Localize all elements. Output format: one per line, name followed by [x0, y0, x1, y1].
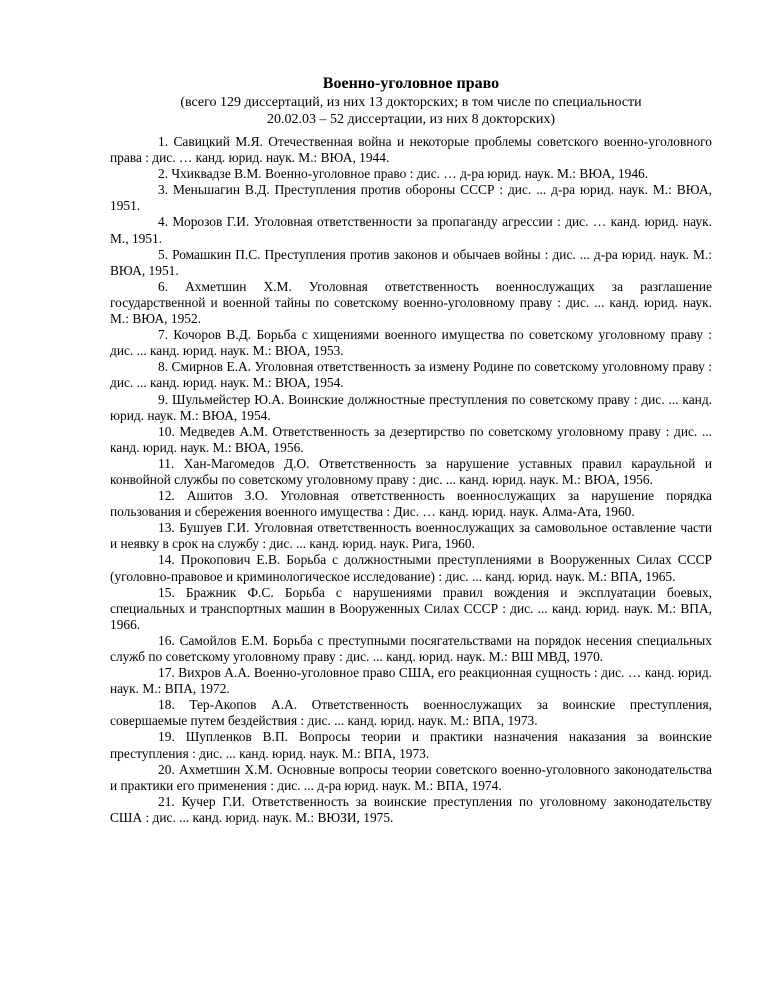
list-item: 13. Бушуев Г.И. Уголовная ответственность военнослужащих за самовольное оставление части и неявку в срок на службу : дис. ... канд. юрид. наук. Рига, 1960. [110, 520, 712, 552]
document-title: Военно-уголовное право [322, 75, 500, 92]
list-item: 4. Морозов Г.И. Уголовная ответственности за пропаганду агрессии : дис. … канд. юрид. наук. М., 1951. [110, 214, 712, 246]
list-item: 3. Меньшагин В.Д. Преступления против обороны СССР : дис. ... д-ра юрид. наук. М.: ВЮА, 1951. [110, 182, 712, 214]
list-item: 5. Ромашкин П.С. Преступления против законов и обычаев войны : дис. ... д-ра юрид. наук. М.: ВЮА, 1951. [110, 246, 712, 278]
list-item: 14. Прокопович Е.В. Борьба с должностными преступлениями в Вооруженных Силах СССР (уголовно-правовое и криминологическое исследование) : дис. ... канд. юрид. наук. М.: ВПА, 1965. [110, 552, 712, 584]
list-item: 6. Ахметшин Х.М. Уголовная ответственность военнослужащих за разглашение государственной и военной тайны по советскому военно-уголовному праву : дис. ... канд. юрид. наук. М.: ВЮА, 1952. [110, 278, 712, 327]
list-item: 9. Шульмейстер Ю.А. Воинские должностные преступления по советскому праву : дис. ... канд. юрид. наук. М.: ВЮА, 1954. [110, 391, 712, 423]
list-item: 19. Шупленков В.П. Вопросы теории и практики назначения наказания за воинские преступления : дис. ... канд. юрид. наук. М.: ВПА, 1973. [110, 729, 712, 761]
list-item: 10. Медведев А.М. Ответственность за дезертирство по советскому уголовному праву : дис. ... канд. юрид. наук. М.: ВЮА, 1956. [110, 423, 712, 455]
subtitle-line-1: (всего 129 диссертаций, из них 13 докторских; в том числе по специальности [180, 95, 642, 110]
list-item: 15. Бражник Ф.С. Борьба с нарушениями правил вождения и эксплуатации боевых, специальных и транспортных машин в Вооруженных Силах СССР : дис. ... канд. юрид. наук. М.: ВПА, 1966. [110, 584, 712, 632]
list-item: 7. Кочоров В.Д. Борьба с хищениями военного имущества по советскому уголовному праву : дис. ... канд. юрид. наук. М.: ВЮА, 1953. [110, 327, 712, 359]
list-item: 8. Смирнов Е.А. Уголовная ответственность за измену Родине по советскому уголовному праву : дис. ... канд. юрид. наук. М.: ВЮА, 1954. [110, 359, 712, 391]
list-item: 12. Ашитов З.О. Уголовная ответственность военнослужащих за нарушение порядка пользования и сбережения военного имущества : Дис. … канд. юрид. наук. Алма-Ата, 1960. [110, 488, 712, 520]
list-item: 20. Ахметшин Х.М. Основные вопросы теории советского военно-уголовного законодательства и практики его применения : дис. ... д-ра юрид. наук. М.: ВПА, 1974. [110, 761, 712, 793]
document-subtitle [110, 94, 712, 128]
list-item: 18. Тер-Акопов А.А. Ответственность военнослужащих за воинские преступления, совершаемые путем бездействия : дис. ... канд. юрид. наук. М.: ВПА, 1973. [110, 697, 712, 729]
list-item: 17. Вихров А.А. Военно-уголовное право США, его реакционная сущность : дис. … канд. юрид. наук. М.: ВПА, 1972. [110, 665, 712, 697]
list-item: 11. Хан-Магомедов Д.О. Ответственность за нарушение уставных правил караульной и конвойной службы по советскому уголовному праву : дис. ... канд. юрид. наук. М.: ВЮА, 1956. [110, 455, 712, 487]
list-item: 1. Савицкий М.Я. Отечественная война и некоторые проблемы советского военно-уголовного права : дис. … канд. юрид. наук. М.: ВЮА, 1944. [110, 134, 712, 166]
dissertation-list [110, 134, 712, 826]
list-item: 16. Самойлов Е.М. Борьба с преступными посягательствами на порядок несения специальных служб по советскому уголовному праву : дис. ... канд. юрид. наук. М.: ВШ МВД, 1970. [110, 632, 712, 664]
subtitle-line-2: 20.02.03 – 52 диссертации, из них 8 докторских) [266, 112, 556, 127]
list-item: 21. Кучер Г.И. Ответственность за воинские преступления по уголовному законодательству США : дис. ... канд. юрид. наук. М.: ВЮЗИ, 1975. [110, 793, 712, 825]
list-item: 2. Чхиквадзе В.М. Военно-уголовное право : дис. … д-ра юрид. наук. М.: ВЮА, 1946. [158, 166, 649, 182]
